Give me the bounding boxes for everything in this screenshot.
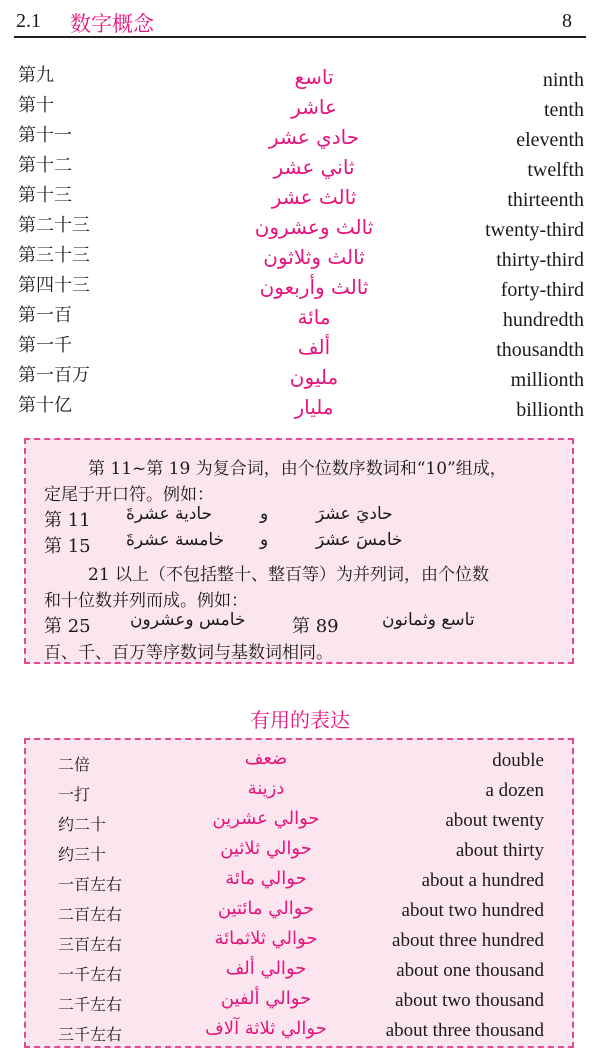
vocab-row bbox=[14, 363, 584, 393]
expression-arabic: حوالي ثلاثمائة bbox=[214, 928, 318, 949]
expression-chinese: 一千左右 bbox=[58, 965, 123, 984]
useful-expressions-title: 有用的表达 bbox=[250, 708, 350, 732]
vocab-english: forty-third bbox=[500, 279, 584, 301]
example-arabic-and: و bbox=[260, 530, 269, 550]
expression-arabic: حوالي ألف bbox=[225, 958, 307, 979]
vocab-row bbox=[14, 153, 584, 183]
note-line: 定尾于开口符。例如： bbox=[44, 485, 214, 505]
vocab-row bbox=[14, 213, 584, 243]
note-line: 和十位数并列而成。例如： bbox=[44, 591, 248, 611]
expression-row bbox=[26, 838, 572, 868]
example-label: 第 11 bbox=[44, 510, 91, 531]
useful-expressions-box bbox=[24, 738, 574, 1048]
expression-chinese: 二千左右 bbox=[58, 995, 123, 1014]
vocab-english: tenth bbox=[544, 99, 584, 121]
expression-chinese: 一打 bbox=[58, 785, 91, 804]
vocab-english: thousandth bbox=[496, 339, 584, 361]
example-label: 第 15 bbox=[44, 536, 91, 557]
vocab-chinese: 第十二 bbox=[18, 155, 72, 176]
expression-chinese: 约三十 bbox=[58, 845, 107, 864]
vocab-chinese: 第十亿 bbox=[18, 395, 72, 416]
vocab-chinese: 第一百 bbox=[18, 305, 72, 326]
vocab-chinese: 第十一 bbox=[18, 125, 72, 146]
expression-arabic: حوالي مائتين bbox=[217, 898, 315, 919]
example-arabic-feminine: خامسة عشرةَ bbox=[126, 530, 225, 550]
expression-arabic: حوالي عشرين bbox=[212, 808, 320, 829]
ordinal-vocabulary-list bbox=[14, 63, 584, 423]
vocab-row bbox=[14, 63, 584, 93]
expression-chinese: 三千左右 bbox=[58, 1025, 123, 1044]
expression-row bbox=[26, 1018, 572, 1048]
vocab-english: hundredth bbox=[502, 309, 584, 331]
section-title: 数字概念 bbox=[70, 12, 154, 36]
vocab-arabic: ثالث وثلاثون bbox=[263, 245, 365, 269]
expression-arabic: حوالي مائة bbox=[225, 868, 307, 889]
expression-arabic: ضعف bbox=[244, 748, 288, 769]
expression-english: double bbox=[492, 750, 544, 771]
expression-english: about two thousand bbox=[395, 990, 544, 1011]
vocab-row bbox=[14, 273, 584, 303]
expression-row bbox=[26, 958, 572, 988]
vocab-arabic: ثالث وأربعون bbox=[259, 275, 369, 299]
expression-chinese: 二倍 bbox=[58, 755, 91, 774]
vocab-chinese: 第四十三 bbox=[18, 275, 90, 296]
vocab-english: ninth bbox=[542, 69, 584, 91]
vocab-arabic: ثالث عشر bbox=[271, 185, 357, 209]
vocab-english: twenty-third bbox=[485, 219, 584, 241]
example-arabic: تاسع وثمانون bbox=[382, 610, 475, 630]
vocab-row bbox=[14, 243, 584, 273]
page-header bbox=[14, 6, 586, 38]
vocab-chinese: 第十三 bbox=[18, 185, 72, 206]
expression-english: about thirty bbox=[455, 840, 544, 861]
example-arabic-feminine: حادية عشرةَ bbox=[126, 504, 213, 524]
vocab-english: thirty-third bbox=[496, 249, 584, 271]
vocab-english: twelfth bbox=[527, 159, 584, 181]
note-line: 第 11~第 19 为复合词，由个位数序数词和“10”组成， bbox=[88, 459, 507, 479]
vocab-arabic: ألف bbox=[297, 335, 331, 359]
expression-arabic: دزينة bbox=[247, 778, 285, 799]
expression-english: about three thousand bbox=[385, 1020, 544, 1041]
vocab-arabic: مائة bbox=[297, 305, 331, 329]
expression-english: about three hundred bbox=[392, 930, 544, 951]
vocab-arabic: مليون bbox=[289, 365, 339, 389]
vocab-row bbox=[14, 123, 584, 153]
section-number: 2.1 bbox=[16, 10, 41, 32]
vocab-row bbox=[14, 93, 584, 123]
vocab-row bbox=[14, 333, 584, 363]
example-arabic-masculine: خامسَ عشرَ bbox=[316, 530, 403, 550]
example-label: 第 25 bbox=[44, 616, 91, 637]
vocab-chinese: 第十 bbox=[18, 95, 54, 116]
expression-row bbox=[26, 988, 572, 1018]
vocab-arabic: ثاني عشر bbox=[273, 155, 355, 179]
expression-row bbox=[26, 868, 572, 898]
expression-english: about twenty bbox=[445, 810, 544, 831]
vocab-chinese: 第三十三 bbox=[18, 245, 90, 266]
expression-english: about two hundred bbox=[401, 900, 544, 921]
vocab-row bbox=[14, 393, 584, 423]
example-arabic-masculine: حاديَ عشرَ bbox=[316, 504, 393, 524]
expression-arabic: حوالي ثلاثين bbox=[220, 838, 312, 859]
vocab-arabic: حادي عشر bbox=[268, 125, 360, 149]
note-line: 百、千、百万等序数词与基数词相同。 bbox=[44, 643, 333, 663]
vocab-english: billionth bbox=[516, 399, 584, 421]
expression-row bbox=[26, 748, 572, 778]
example-arabic: خامس وعشرون bbox=[130, 610, 246, 630]
vocab-arabic: مليار bbox=[294, 395, 334, 419]
expression-row bbox=[26, 928, 572, 958]
vocab-row bbox=[14, 183, 584, 213]
example-arabic-and: و bbox=[260, 504, 269, 524]
vocab-chinese: 第二十三 bbox=[18, 215, 90, 236]
page-number: 8 bbox=[562, 10, 572, 32]
expression-english: about a hundred bbox=[421, 870, 544, 891]
example-label: 第 89 bbox=[292, 616, 339, 637]
vocab-chinese: 第一千 bbox=[18, 335, 72, 356]
vocab-row bbox=[14, 303, 584, 333]
expression-row bbox=[26, 778, 572, 808]
vocab-english: eleventh bbox=[516, 129, 584, 151]
expression-chinese: 二百左右 bbox=[58, 905, 123, 924]
expression-chinese: 一百左右 bbox=[58, 875, 123, 894]
expression-chinese: 约二十 bbox=[58, 815, 107, 834]
vocab-chinese: 第九 bbox=[18, 65, 54, 86]
expression-row bbox=[26, 808, 572, 838]
expression-chinese: 三百左右 bbox=[58, 935, 123, 954]
expression-row bbox=[26, 898, 572, 928]
vocab-english: thirteenth bbox=[507, 189, 584, 211]
vocab-arabic: ثالث وعشرون bbox=[254, 215, 374, 239]
expression-english: a dozen bbox=[485, 780, 544, 801]
vocab-chinese: 第一百万 bbox=[18, 365, 90, 386]
grammar-note-box bbox=[24, 438, 574, 664]
vocab-arabic: تاسع bbox=[294, 65, 334, 89]
note-line: 21 以上（不包括整十、整百等）为并列词，由个位数 bbox=[88, 565, 490, 585]
vocab-english: millionth bbox=[510, 369, 584, 391]
expression-arabic: حوالي ثلاثة آلاف bbox=[205, 1018, 327, 1039]
vocab-arabic: عاشر bbox=[291, 95, 337, 119]
expression-english: about one thousand bbox=[396, 960, 544, 981]
expression-arabic: حوالي ألفين bbox=[220, 988, 312, 1009]
